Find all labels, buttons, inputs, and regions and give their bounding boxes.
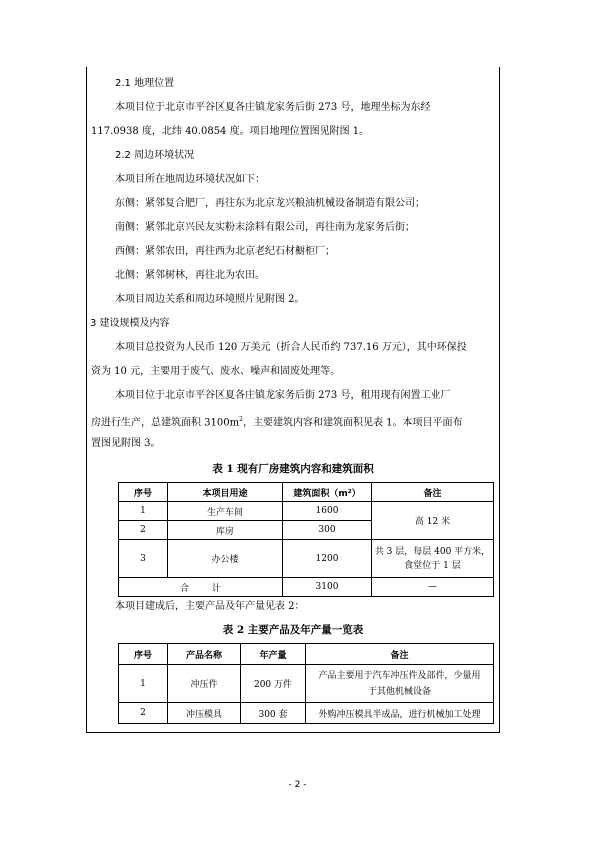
table1-cell: 3 — [119, 540, 168, 578]
table1-note-row-3 — [372, 540, 494, 578]
paragraph-site-line3: 置图见附图 3。 — [91, 438, 161, 449]
paragraph-site-line1: 本项目位于北京市平谷区夏各庄镇龙家务后街 273 号，租用现有闲置工业厂 — [115, 390, 451, 401]
table1-total-label: 合 计 — [119, 578, 283, 597]
site-line2-post: ，主要建筑内容和建筑面积见表 1。本项目平面布 — [242, 417, 463, 429]
paragraph-location-line1: 本项目位于北京市平谷区夏各庄镇龙家务后街 273 号，地理坐标为东经 — [115, 102, 431, 113]
site-line2-pre: 房进行生产，总建筑面积 3100m — [91, 417, 240, 429]
table1-header-row — [119, 483, 494, 502]
table2-header-product: 产品名称 — [168, 644, 241, 665]
paragraph-investment-line1: 本项目总投资为人民币 120 万美元（折合人民币约 737.16 万元），其中环保投 — [115, 342, 467, 353]
table2-note-2: 外购冲压模具半成品，进行机械加工处理 — [306, 703, 494, 724]
table1-total-value: 3100 — [283, 578, 372, 597]
paragraph-site-line2 — [87, 408, 499, 432]
table1-cell: 库房 — [168, 521, 283, 540]
table2 — [118, 643, 494, 724]
table1-total-note: — — [372, 578, 494, 597]
paragraph-east: 东侧：紧邻复合肥厂，再往东为北京龙兴粮油机械设备制造有限公司； — [115, 198, 425, 209]
table1-header-area: 建筑面积（m²） — [283, 483, 372, 502]
table1-cell: 办公楼 — [168, 540, 283, 578]
table2-cell: 冲压模具 — [168, 703, 241, 724]
paragraph-north: 北侧：紧邻树林，再往北为农田。 — [115, 270, 265, 281]
table1-cell: 生产车间 — [168, 502, 283, 521]
superscript-2: 2 — [239, 416, 243, 423]
table1 — [118, 482, 494, 597]
table1-header-use: 本项目用途 — [168, 483, 283, 502]
table2-header-note: 备注 — [306, 644, 494, 665]
table1-header-no: 序号 — [119, 483, 168, 502]
table2-cell: 冲压件 — [168, 665, 241, 703]
table2-header-no: 序号 — [119, 644, 168, 665]
table2-caption: 表 2 主要产品及年产量一览表 — [222, 624, 364, 636]
table1-cell: 300 — [283, 521, 372, 540]
page-frame — [86, 67, 500, 733]
paragraph-location-line2: 117.0938 度，北纬 40.0854 度。项目地理位置图见附图 1。 — [91, 126, 370, 137]
paragraph-south: 南侧：紧邻北京兴民友实粉末涂料有限公司，再往南为龙家务后街； — [115, 222, 415, 233]
paragraph-surroundings-end: 本项目周边关系和周边环境照片见附图 2。 — [115, 294, 305, 305]
note-row3-line1: 共 3 层，每层 400 平方米， — [374, 546, 491, 557]
note1-line1: 产品主要用于汽车冲压件及部件，少量用 — [318, 670, 481, 681]
table1-cell: 1600 — [283, 502, 372, 521]
table1-total-row — [119, 578, 494, 597]
paragraph-west: 西侧：紧邻农田，再往西为北京老纪石材橱柜厂； — [115, 246, 335, 257]
paragraph-investment-line2: 资为 10 元，主要用于废气、废水、噪声和固废处理等。 — [91, 366, 341, 377]
page-number: - 2 - — [288, 780, 307, 790]
table2-header-row — [119, 644, 494, 665]
table1-note-rows-1-2: 高 12 米 — [372, 502, 494, 540]
section-heading-2-1: 2.1 地理位置 — [115, 78, 175, 89]
table2-cell: 2 — [119, 703, 168, 724]
table-row — [119, 502, 494, 521]
document-content — [87, 72, 499, 724]
note-row3-line2: 食堂位于 1 层 — [404, 560, 461, 571]
table1-cell: 1200 — [283, 540, 372, 578]
table2-cell: 1 — [119, 665, 168, 703]
table-row — [119, 665, 494, 703]
table2-cell: 300 套 — [241, 703, 306, 724]
table2-cell: 200 万件 — [241, 665, 306, 703]
table2-header-output: 年产量 — [241, 644, 306, 665]
paragraph-after-table1: 本项目建成后，主要产品及年产量见表 2： — [115, 601, 305, 612]
table-row — [119, 540, 494, 578]
table2-note-1 — [306, 665, 494, 703]
table1-header-note: 备注 — [372, 483, 494, 502]
table-row — [119, 703, 494, 724]
section-heading-3: 3 建设规模及内容 — [90, 318, 170, 329]
section-heading-2-2: 2.2 周边环境状况 — [115, 150, 195, 161]
table1-caption: 表 1 现有厂房建筑内容和建筑面积 — [212, 463, 374, 475]
paragraph-surroundings-intro: 本项目所在地周边环境状况如下： — [115, 174, 265, 185]
note1-line2: 于其他机械设备 — [367, 686, 431, 697]
table1-cell: 2 — [119, 521, 168, 540]
table1-cell: 1 — [119, 502, 168, 521]
